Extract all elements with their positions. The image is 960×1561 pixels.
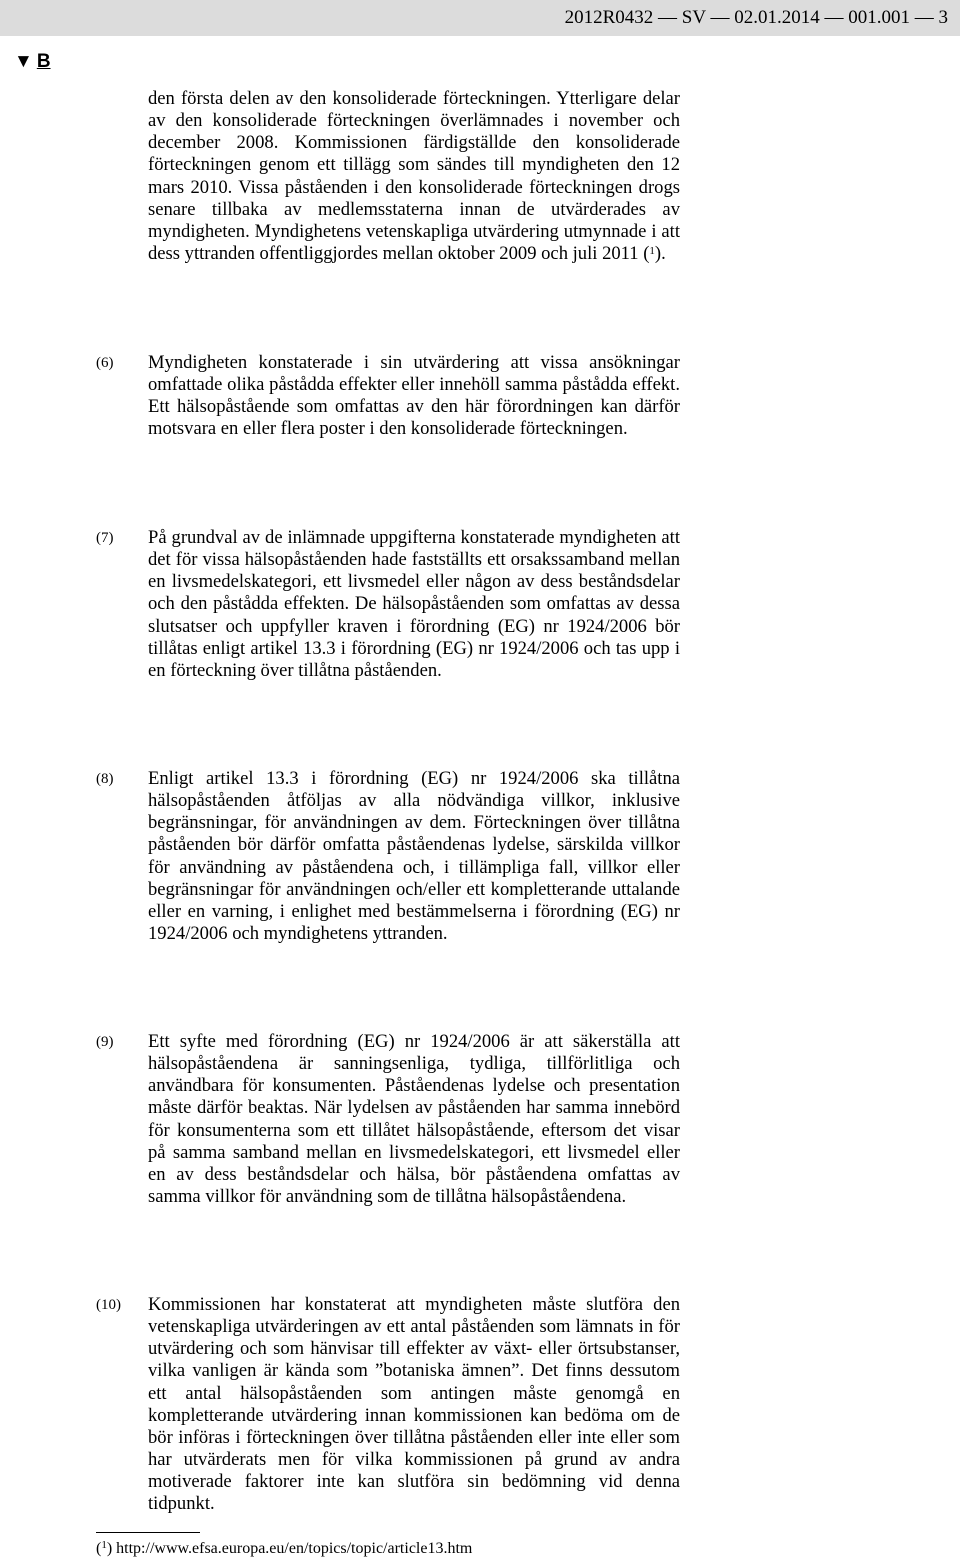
recital-text: På grundval av de inlämnade uppgifterna konstaterade myndigheten att det för vissa hälsopåståenden hade fastställts ett orsakssamband mellan en livsmedelskategori, ett livsmedel eller någon av dess beståndsdelar och den påstådda effekten. De hälsopåståenden som omfattas av dessa slutsatser och uppfyller kraven i förordning (EG) nr 1924/2006 bör tillåtas enligt artikel 13.3 i förordning (EG) nr 1924/2006 och tas upp i en förteckning över tillåtna påståenden. (148, 527, 680, 681)
intro-text: den första delen av den konsoliderade förteckningen. Ytterligare delar av den konsoliderade förteckningen överlämnades i november och december 2008. Kommissionen färdigställde den konsoliderade förteckningen genom ett tillägg som sändes till myndigheten den 12 mars 2010. Vissa påståenden i den konsoliderade förteckningen drogs senare tillbaka av medlemsstaterna innan de utvärderades av myndigheten. Myndighetens vetenskapliga utvärdering utmynnade i att dess yttranden offentliggjordes mellan oktober 2009 och juli 2011 ( (148, 88, 680, 265)
document-reference: 2012R0432 — SV — 02.01.2014 — 001.001 — 3 (564, 7, 948, 28)
consolidation-marker (14, 50, 51, 74)
triangle-down-icon: ▼ (14, 51, 33, 72)
recital-number: (6) (96, 355, 114, 371)
footnote-separator (96, 1532, 200, 1533)
footnote: ($^1$) http://www.efsa.europa.eu/en/topics/topic/article13.htm (96, 1539, 473, 1557)
document-header (0, 0, 960, 36)
recital-text: Enligt artikel 13.3 i förordning (EG) nr 1924/2006 ska tillåtna hälsopåståenden åtföljas av alla nödvändiga villkor, inklusive begränsningar, för användningen av dem. Förteckningen över tillåtna påståenden bör därför omfatta påståendenas lydelse, särskilda villkor för användning av påståendena och, i tillämpliga fall, villkor eller begränsningar för användningen och/eller ett kompletterande uttalande eller en varning, i enlighet med bestämmelserna i förordning (EG) nr 1924/2006 och myndighetens yttranden. (148, 768, 680, 945)
intro-paragraph (148, 88, 680, 265)
recital-text: Ett syfte med förordning (EG) nr 1924/2006 är att säkerställa att hälsopåståendena är sanningsenliga, tydliga, tillförlitliga och användbara för konsumenten. Påståendenas lydelse och presentation måste därför beaktas. När lydelsen av påståenden har samma innebörd för konsumenterna som ett tillåtet hälsopåstående, eftersom det visar på samma samband mellan en livsmedelskategori, ett livsmedel eller en av dess beståndsdelar och hälsa, bör påståendena omfattas av samma villkor för användning som de tillåtna hälsopåståendena. (148, 1031, 680, 1208)
marker-label: B (36, 51, 51, 72)
recital-number: (9) (96, 1034, 114, 1050)
recital-number: (10) (96, 1297, 121, 1313)
recital-number: (7) (96, 530, 114, 546)
recital-text: Myndigheten konstaterade i sin utvärdering att vissa ansökningar omfattade olika påstådda effekter eller innehöll samma påstådda effekt. Ett hälsopåstående som omfattas av den här förordningen kan därför motsvara en eller flera poster i den konsoliderade förteckningen. (148, 352, 680, 440)
recital-number: (8) (96, 771, 114, 787)
footnote-link[interactable]: http://www.efsa.europa.eu/en/topics/topic/article13.htm (116, 1540, 473, 1557)
intro-suffix: ). (654, 243, 666, 265)
recital-text: Kommissionen har konstaterat att myndigheten måste slutföra den vetenskapliga utvärderingen av ett antal påståenden som lämnats in för utvärdering och som hänvisar till effekter av växt- eller örtsubstanser, vilka vanligen är kända som ”botaniska ämnen”. Det finns dessutom ett antal hälsopåståenden som antingen måste genomgå en kompletterande utvärdering innan kommissionen kan bedöma om de bör införas i förteckningen över tillåtna påståenden eller inte eller som har utvärderats men för vilka kommissionen på grund av andra motiverade faktorer inte kan slutföra sin bedömning vid denna tidpunkt. (148, 1294, 680, 1515)
footnote-marker: 1 (101, 1539, 107, 1551)
footnote-ref: 1 (649, 245, 655, 258)
